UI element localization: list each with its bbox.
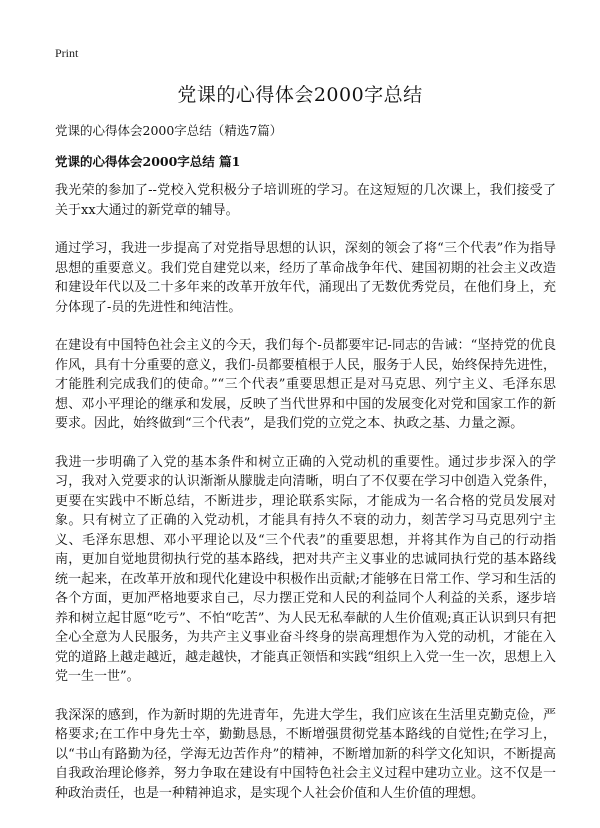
paragraph-2: 通过学习，我进一步提高了对党指导思想的认识，深刻的领会了将“三个代表”作为指导思想的重要意义。我们党自建党以来，经历了革命战争年代、建国初期的社会主义改造和建设年代以及二十多年来的改革开放年代，涌现出了无数优秀党员，在他们身上，充分体现了-员的先进性和纯洁性。 (55, 241, 556, 315)
section-heading: 党课的心得体会2000字总结 篇1 (55, 154, 241, 169)
document-title: 党课的心得体会2000字总结 (177, 84, 423, 106)
paragraph-1: 我光荣的参加了--党校入党积极分子培训班的学习。在这短短的几次课上，我们接受了关于xx大通过的新党章的辅导。 (55, 183, 556, 218)
document-subtitle: 党课的心得体会2000字总结（精选7篇） (55, 123, 283, 138)
document-body (55, 181, 556, 822)
paragraph-5: 我深深的感到，作为新时期的先进青年，先进大学生，我们应该在生活里克勤克俭，严格要求;在工作中身先士卒，勤勤恳恳，不断增强贯彻党基本路线的自觉性;在学习上，以“书山有路勤为径，学海无边苦作舟”的精神，不断增加新的科学文化知识，不断提高自我政治理论修养，努力争取在建设有中国特色社会主义过程中建功立业。这不仅是一种政治责任，也是一种精神追求，是实现个人社会价值和人生价值的理想。 (55, 707, 556, 801)
paragraph-3: 在建设有中国特色社会主义的今天，我们每个-员都要牢记-同志的告诫：“坚持党的优良作风，具有十分重要的意义，我们-员都要植根于人民，服务于人民，始终保持先进性，才能胜利完成我们的使命。”“三个代表”重要思想正是对马克思、列宁主义、毛泽东思想、邓小平理论的继承和发展，反映了当代世界和中国的发展变化对党和国家工作的新要求。因此，始终做到“三个代表”，是我们党的立党之本、执政之基、力量之源。 (55, 338, 556, 431)
print-label[interactable]: Print (55, 46, 79, 60)
paragraph-4: 我进一步明确了入党的基本条件和树立正确的入党动机的重要性。通过步步深入的学习，我对入党要求的认识渐渐从朦胧走向清晰，明白了不仅要在学习中创造入党条件，更要在实践中不断总结，不断进步，理论联系实际，才能成为一名合格的党员发展对象。只有树立了正确的入党动机，才能具有持久不衰的动力，刻苦学习马克思列宁主义、毛泽东思想、邓小平理论以及“三个代表”的重要思想，并将其作为自己的行动指南，更加自觉地贯彻执行党的基本路线，把对共产主义事业的忠诚同执行党的基本路线统一起来，在改革开放和现代化建设中积极作出贡献;才能够在日常工作、学习和生活的各个方面，更加严格地要求自己，尽力摆正党和人民的利益同个人利益的关系，逐步培养和树立起甘愿“吃亏”、不怕“吃苦”、为人民无私奉献的人生价值观;真正认识到只有把全心全意为人民服务，为共产主义事业奋斗终身的崇高理想作为入党的动机，才能在入党的道路上越走越近，越走越快，才能真正领悟和实践“组织上入党一生一次，思想上入党一生一世”。 (55, 454, 556, 684)
